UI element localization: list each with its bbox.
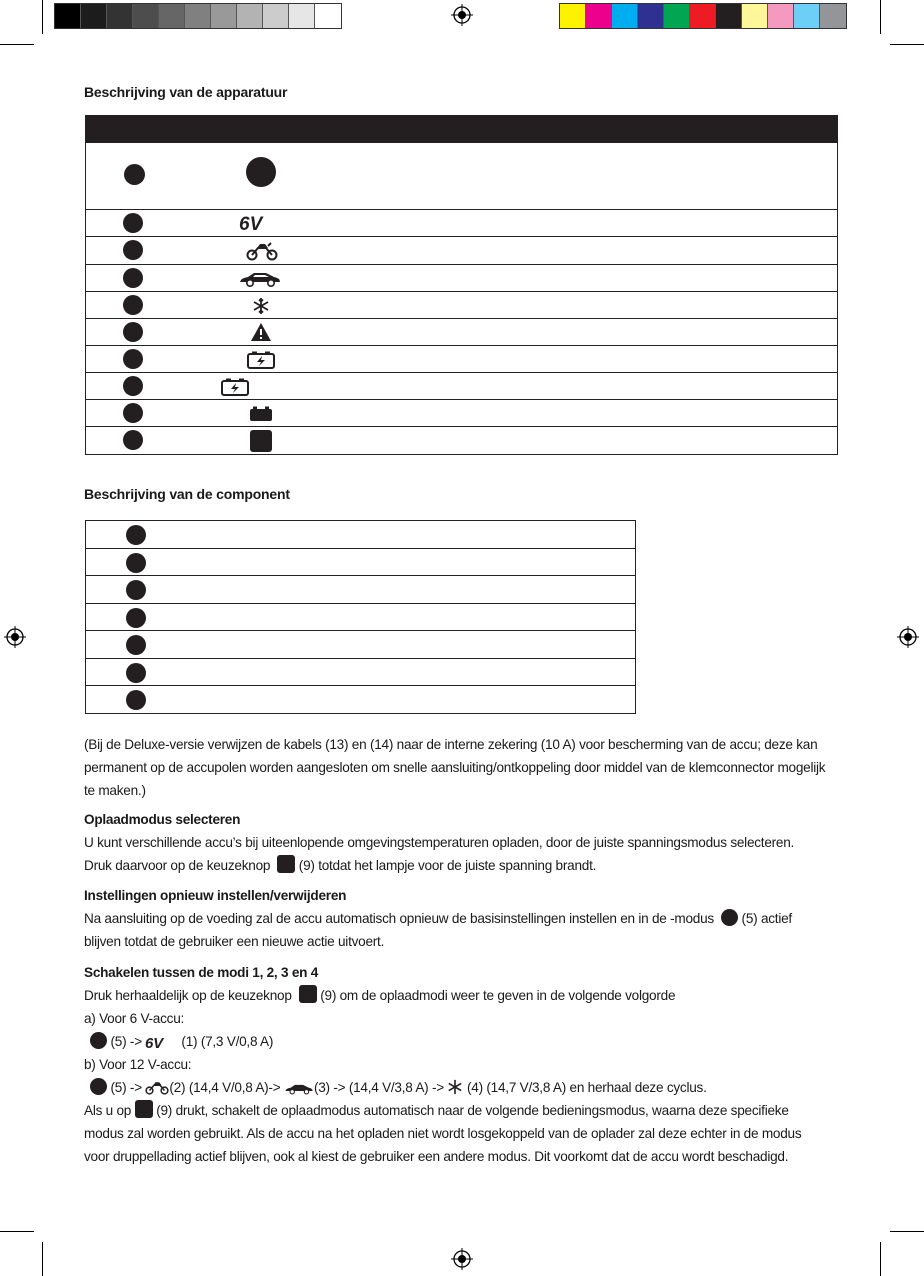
paragraph-line [84, 1099, 844, 1122]
color-swatch [612, 4, 638, 28]
switch-section [84, 961, 844, 1099]
6v-icon [145, 1035, 181, 1049]
color-swatch [586, 4, 612, 28]
color-swatch [315, 4, 341, 28]
paragraph-line [84, 907, 844, 930]
color-swatch [768, 4, 794, 28]
large-dot-icon [246, 156, 276, 188]
number-dot-icon [126, 553, 146, 573]
text-span: (9) totdat het lampje voor de juiste spanning brandt. [298, 858, 597, 873]
select-button-icon [135, 1100, 153, 1118]
number-dot-icon [123, 213, 143, 233]
component-table [85, 520, 636, 714]
number-dot-icon [123, 430, 143, 450]
sequence-line [84, 1076, 844, 1099]
registration-mark-icon [451, 1248, 473, 1270]
table-row [86, 575, 635, 603]
color-swatch [81, 4, 107, 28]
table-row [86, 372, 837, 399]
table-row [86, 236, 837, 264]
crop-mark [0, 1231, 34, 1232]
mode-dot-icon [90, 1078, 107, 1095]
table-row [86, 685, 635, 713]
car-icon [284, 1083, 314, 1095]
table-row [86, 143, 837, 209]
select-button-icon [277, 855, 295, 873]
text-span: Na aansluiting op de voeding zal de accu automatisch opnieuw de basisinstellingen instellen en in de -modus [84, 911, 714, 926]
square-button-icon [249, 430, 273, 452]
section-title: Beschrijving van de component [84, 486, 290, 502]
6v-label: 6V [239, 214, 263, 232]
registration-mark-icon [4, 626, 26, 648]
crop-mark [42, 1242, 43, 1276]
color-swatch [263, 4, 289, 28]
color-swatch [664, 4, 690, 28]
color-swatch [237, 4, 263, 28]
registration-mark-icon [451, 4, 473, 26]
final-section [84, 1099, 844, 1168]
section-heading: Oplaadmodus selecteren [84, 812, 241, 827]
table-header [85, 115, 838, 143]
equipment-table [85, 143, 838, 455]
number-dot-icon [123, 349, 143, 369]
snowflake-icon [447, 1079, 463, 1095]
number-dot-icon [123, 268, 143, 288]
registration-mark-icon [897, 626, 919, 648]
color-swatch [820, 4, 846, 28]
deluxe-note: (Bij de Deluxe-versie verwijzen de kabels (13) en (14) naar de interne zekering (10 A) voor bescherming van de accu; deze kan permanent op de accupolen worden aangesloten om snelle aansluiting/ontkoppeling door middel van de klemconnector mogelijk te maken.) [84, 737, 826, 798]
table-row [86, 603, 635, 631]
color-swatch [560, 4, 586, 28]
number-dot-icon [123, 403, 143, 423]
number-dot-icon [126, 635, 146, 655]
battery-icon [248, 405, 274, 423]
text-span: Druk herhaaldelijk op de keuzeknop [84, 988, 292, 1003]
number-dot-icon [123, 295, 143, 315]
table-row [86, 291, 837, 318]
crop-mark [890, 44, 924, 45]
text-span: (9) om de oplaadmodi weer te geven in de volgende volgorde [320, 988, 676, 1003]
text-span: (4) (14,7 V/3,8 A) en herhaal deze cyclus. [467, 1080, 707, 1095]
text-span: (2) (14,4 V/0,8 A)-> [169, 1080, 281, 1095]
color-swatch [289, 4, 315, 28]
reset-section [84, 884, 844, 953]
motorcycle-icon [246, 241, 278, 261]
table-row [86, 520, 635, 548]
crop-mark [890, 1231, 924, 1232]
crop-mark [880, 0, 881, 34]
paragraph-line: voor druppellading actief blijven, ook al kiest de gebruiker een andere modus. Dit voorkomt dat de accu wordt beschadigd. [84, 1149, 789, 1164]
color-swatch [159, 4, 185, 28]
text-span: Druk daarvoor op de keuzeknop [84, 858, 271, 873]
6v-icon [238, 213, 284, 233]
color-swatch [794, 4, 820, 28]
paragraph-line: b) Voor 12 V-accu: [84, 1057, 192, 1072]
paragraph-line [84, 854, 844, 877]
crop-mark [0, 44, 34, 45]
table-row [86, 658, 635, 686]
table-row [86, 548, 635, 576]
snowflake-icon [250, 296, 272, 316]
paragraph-line: blijven totdat de gebruiker een nieuwe actie uitvoert. [84, 934, 385, 949]
battery-charge-icon [246, 350, 276, 370]
paragraph-line: U kunt verschillende accu’s bij uiteenlopende omgevingstemperaturen opladen, door de juiste spanningsmodus selecteren. [84, 835, 795, 850]
color-swatch [133, 4, 159, 28]
text-span: (5) -> [110, 1080, 142, 1095]
crop-mark [42, 0, 43, 34]
number-dot-icon [123, 322, 143, 342]
process-color-bar [559, 3, 847, 29]
select-button-icon [299, 985, 317, 1003]
text-span: (1) (7,3 V/0,8 A) [181, 1034, 274, 1049]
text-span: (9) drukt, schakelt de oplaadmodus automatisch naar de volgende bedieningsmodus, waarna deze specifieke [156, 1103, 789, 1118]
sequence-line [84, 1030, 844, 1053]
number-dot-icon [123, 376, 143, 396]
number-dot-icon [126, 580, 146, 600]
color-swatch [55, 4, 81, 28]
section-heading: Instellingen opnieuw instellen/verwijderen [84, 888, 347, 903]
table-row [86, 345, 837, 372]
number-dot-icon [126, 690, 146, 710]
mode-dot-icon [721, 909, 738, 926]
number-dot-icon [124, 164, 145, 185]
battery-charge-icon [220, 377, 250, 397]
grayscale-bar [54, 3, 342, 29]
svg-text:6V: 6V [145, 1035, 164, 1049]
color-swatch [107, 4, 133, 28]
motorcycle-icon [145, 1080, 169, 1095]
warning-triangle-icon [249, 322, 273, 342]
table-row [86, 264, 837, 291]
text-span: Als u op [84, 1103, 132, 1118]
section-heading: Schakelen tussen de modi 1, 2, 3 en 4 [84, 965, 319, 980]
color-swatch [185, 4, 211, 28]
table-row [86, 399, 837, 426]
color-swatch [211, 4, 237, 28]
paragraph-line: a) Voor 6 V-accu: [84, 1011, 185, 1026]
table-row [86, 209, 837, 236]
number-dot-icon [126, 525, 146, 545]
number-dot-icon [126, 663, 146, 683]
select-mode-section [84, 808, 844, 877]
paragraph-line: modus zal worden gebruikt. Als de accu na het opladen niet wordt losgekoppeld van de oplader zal deze echter in de modus [84, 1126, 802, 1141]
car-icon [238, 270, 282, 288]
number-dot-icon [123, 240, 143, 260]
text-span: (5) -> [110, 1034, 142, 1049]
color-swatch [638, 4, 664, 28]
table-row [86, 318, 837, 345]
text-span: (3) -> (14,4 V/3,8 A) -> [313, 1080, 444, 1095]
text-span: (5) actief [741, 911, 792, 926]
table-row [86, 630, 635, 658]
section-title: Beschrijving van de apparatuur [84, 84, 288, 100]
crop-mark [880, 1242, 881, 1276]
number-dot-icon [126, 608, 146, 628]
table-row [86, 426, 837, 454]
color-swatch [690, 4, 716, 28]
color-swatch [742, 4, 768, 28]
color-swatch [716, 4, 742, 28]
mode-dot-icon [90, 1032, 107, 1049]
paragraph-line [84, 984, 844, 1007]
